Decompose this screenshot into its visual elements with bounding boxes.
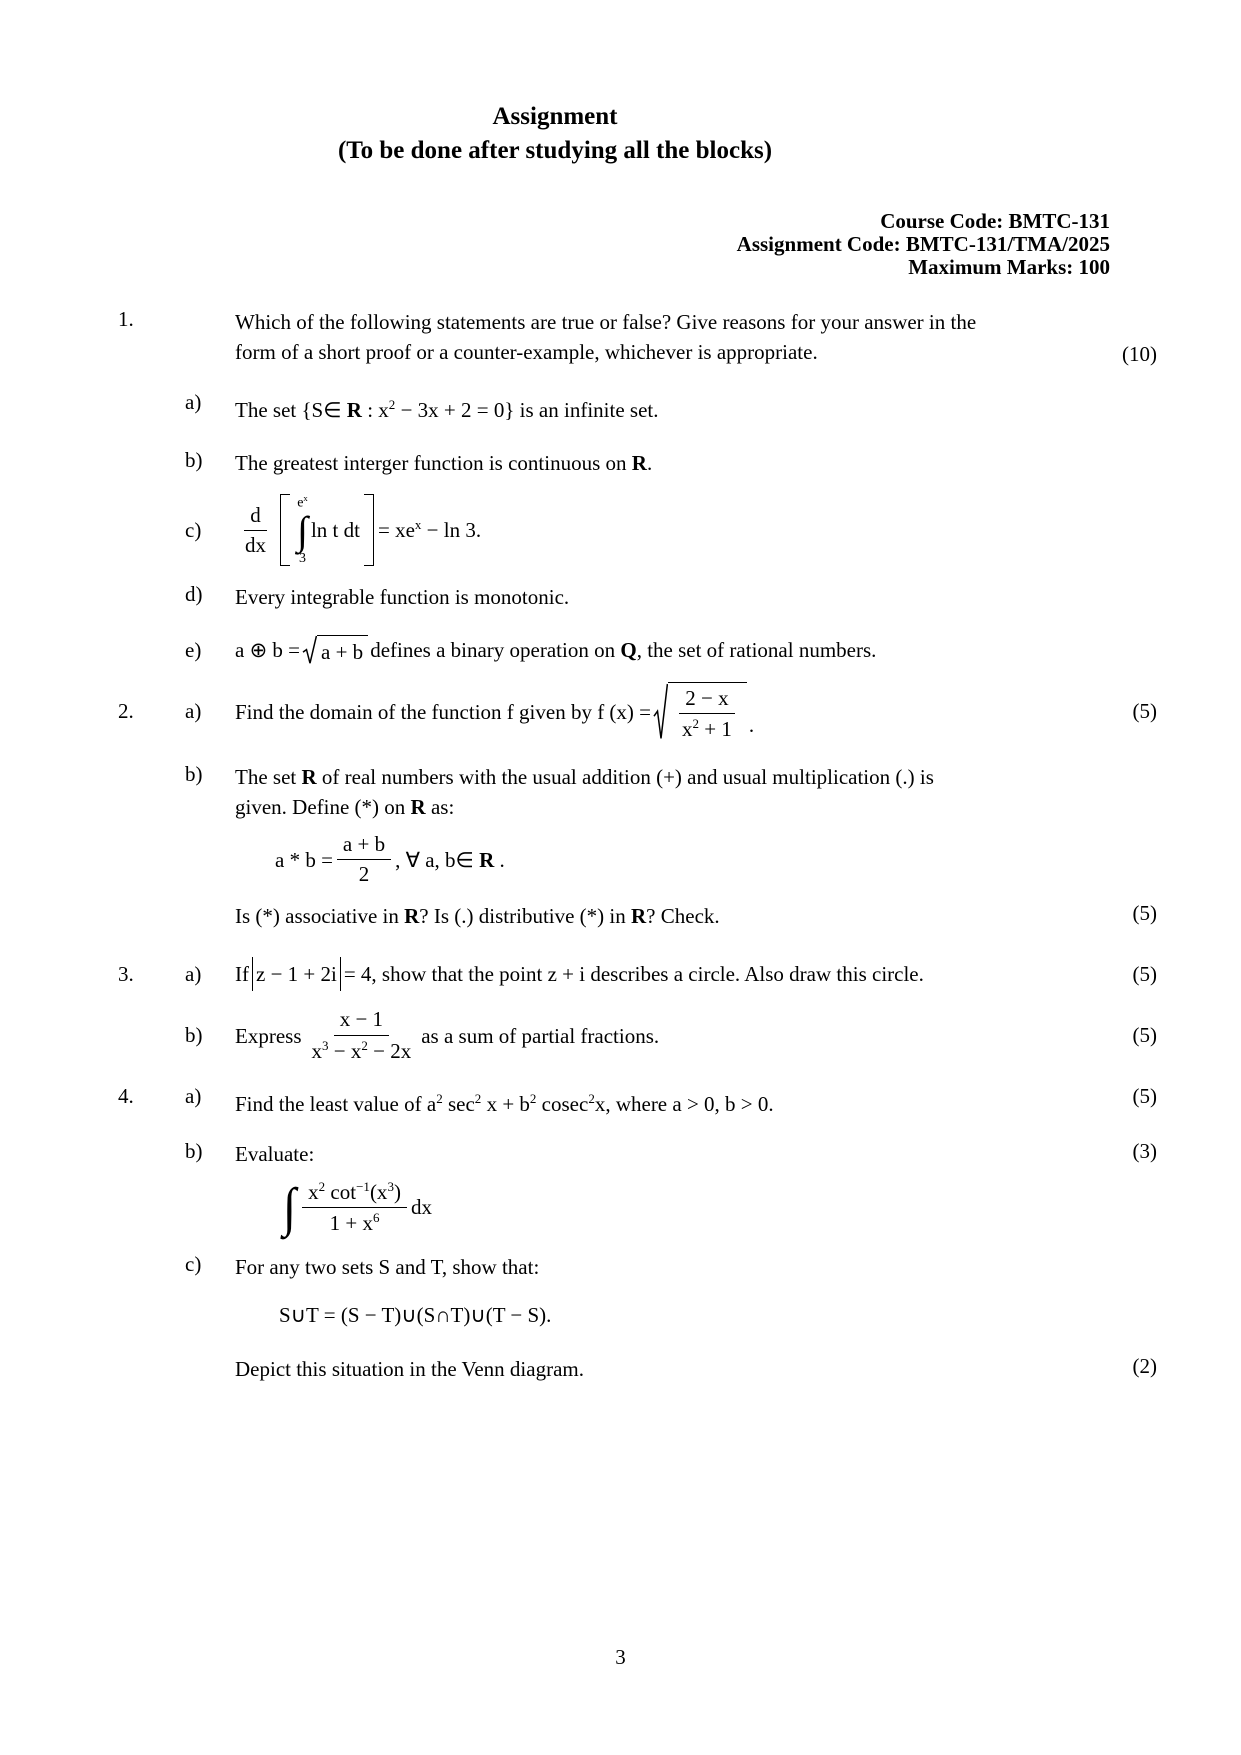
square-root bbox=[653, 682, 747, 742]
part-formula bbox=[235, 1300, 1087, 1330]
part-label: d) bbox=[185, 582, 203, 607]
page-subtitle: (To be done after studying all the blocks) bbox=[337, 137, 773, 164]
part-text bbox=[235, 762, 1087, 822]
absolute-value-content: z − 1 + 2i bbox=[256, 962, 337, 987]
question-3a bbox=[0, 957, 1241, 991]
part-formula bbox=[235, 957, 1087, 991]
marks-badge: (5) bbox=[1132, 1023, 1157, 1048]
part-label: a) bbox=[185, 699, 202, 724]
page-number: 3 bbox=[615, 1645, 626, 1669]
part-text: Find the least value of $a^2$ $\sec^2 x + b^2$ cosec$^2$x, where a > 0, b > 0. bbox=[235, 1090, 774, 1116]
radical-sign bbox=[653, 682, 668, 742]
marks-badge: (5) bbox=[1132, 961, 1157, 986]
maximum-marks: Maximum Marks: 100 bbox=[908, 255, 1110, 279]
fraction-denominator: 2 bbox=[358, 862, 370, 887]
question-4c bbox=[0, 1252, 1241, 1282]
part-text: The set {S∈ R : $x^2 - 3x + 2 = 0$} is an infinite set. bbox=[235, 397, 659, 422]
radicand: a + b bbox=[317, 635, 368, 665]
derivative-integral-formula bbox=[235, 494, 481, 566]
question-number: 1. bbox=[118, 307, 134, 331]
part-formula bbox=[235, 832, 1087, 887]
binary-operation-statement bbox=[235, 635, 876, 665]
fraction bbox=[676, 686, 738, 742]
part-formula bbox=[235, 1007, 1087, 1063]
part-label: b) bbox=[185, 448, 203, 472]
integral-sign: ∫ bbox=[283, 1177, 297, 1237]
question-1-intro bbox=[0, 307, 1241, 367]
page-title: Assignment bbox=[492, 103, 618, 130]
right-bracket bbox=[364, 494, 374, 566]
modulus-circle-statement bbox=[235, 957, 924, 991]
fraction bbox=[239, 503, 272, 558]
title-block bbox=[0, 0, 1110, 168]
left-bracket bbox=[280, 494, 290, 566]
absolute-value-bar bbox=[340, 957, 341, 991]
marks-badge: (5) bbox=[1132, 1083, 1157, 1108]
question-number: 4. bbox=[118, 1083, 134, 1108]
part-text: Is (*) associative in R? Is (.) distributive (*) in R? Check. bbox=[235, 904, 720, 929]
part-label: c) bbox=[185, 1252, 202, 1277]
question-text bbox=[235, 307, 1087, 367]
marks-badge: (3) bbox=[1132, 1138, 1157, 1163]
fraction-numerator: a + b bbox=[337, 832, 391, 860]
part-label: a) bbox=[185, 390, 202, 414]
formula-lhs: Find the domain of the function f given by f (x) = bbox=[235, 699, 652, 724]
fraction-numerator: $x^2$ $\cot^{-1}(x^3)$ bbox=[302, 1179, 407, 1208]
formula-rhs: , ∀ a, b∈ R . bbox=[395, 847, 505, 872]
question-1e bbox=[0, 635, 1241, 665]
marks-badge: (5) bbox=[1132, 699, 1157, 724]
question-1b bbox=[0, 448, 1241, 478]
partial-fractions-formula bbox=[235, 1007, 659, 1063]
part-label: c) bbox=[185, 517, 202, 542]
domain-function-formula bbox=[235, 682, 754, 742]
part-formula bbox=[235, 635, 1087, 665]
fraction-denominator: $1 + x^6$ bbox=[329, 1210, 380, 1235]
fraction-numerator: x − 1 bbox=[334, 1007, 389, 1035]
fraction-denominator: dx bbox=[245, 532, 266, 557]
questions-area bbox=[0, 307, 1241, 1384]
part-label: b) bbox=[185, 762, 203, 787]
radical-sign bbox=[302, 635, 317, 665]
question-number: 2. bbox=[118, 699, 134, 724]
part-text-line: given. Define (*) on R as: bbox=[235, 795, 455, 820]
part-text-line: The set R of real numbers with the usual addition (+) and usual multiplication (.) is bbox=[235, 765, 934, 790]
part-text: Depict this situation in the Venn diagram. bbox=[235, 1357, 584, 1382]
absolute-value-bar bbox=[252, 957, 253, 991]
fraction bbox=[337, 832, 391, 887]
formula-rhs: = $xe^x - \ln 3$. bbox=[377, 517, 482, 543]
part-text: Evaluate: bbox=[235, 1141, 315, 1166]
part-label: b) bbox=[185, 1138, 203, 1163]
star-operation-definition bbox=[275, 832, 505, 887]
part-formula bbox=[235, 1179, 1087, 1236]
part-label bbox=[185, 307, 235, 367]
formula-period: . bbox=[748, 712, 755, 737]
part-label: a) bbox=[185, 1083, 202, 1108]
radicand bbox=[668, 682, 747, 742]
question-3b bbox=[0, 1007, 1241, 1063]
integral-upper-limit: $e^x$ bbox=[297, 493, 308, 511]
question-2b-check bbox=[0, 901, 1241, 931]
formula-rhs: = 4, show that the point z + i describes a circle. Also draw this circle. bbox=[343, 962, 924, 987]
question-2b-formula bbox=[0, 832, 1241, 887]
question-4b bbox=[0, 1139, 1241, 1169]
question-1a bbox=[0, 390, 1241, 425]
question-1d bbox=[0, 582, 1241, 612]
marks-badge: (2) bbox=[1132, 1354, 1157, 1379]
formula-rhs: as a sum of partial fractions. bbox=[421, 1023, 660, 1048]
formula-lhs: a ⊕ b = bbox=[235, 638, 301, 663]
part-label: a) bbox=[185, 961, 202, 986]
question-4c-formula bbox=[0, 1300, 1241, 1330]
question-2b-intro bbox=[0, 762, 1241, 822]
part-text: For any two sets S and T, show that: bbox=[235, 1255, 540, 1280]
question-2a bbox=[0, 682, 1241, 742]
question-4b-integral bbox=[0, 1179, 1241, 1236]
differential: dx bbox=[410, 1195, 432, 1220]
question-text-line: Which of the following statements are true or false? Give reasons for your answer in the bbox=[235, 310, 977, 334]
integral-sign: ∫ bbox=[297, 508, 308, 554]
part-text: The greatest interger function is continuous on R. bbox=[235, 451, 653, 475]
question-number: 3. bbox=[118, 961, 134, 986]
marks-badge: (10) bbox=[1122, 342, 1157, 366]
question-4c-venn bbox=[0, 1354, 1241, 1384]
fraction bbox=[302, 1179, 407, 1236]
fraction-denominator: $x^3 - x^2 - 2x$ bbox=[311, 1037, 412, 1063]
square-root bbox=[302, 635, 368, 665]
part-formula bbox=[235, 494, 1087, 566]
assignment-code: Assignment Code: BMTC-131/TMA/2025 bbox=[736, 232, 1110, 256]
formula-lhs: a * b = bbox=[275, 847, 333, 872]
set-union-formula: S∪T = (S − T)∪(S∩T)∪(T − S). bbox=[279, 1303, 552, 1328]
part-label: e) bbox=[185, 638, 202, 663]
question-1c bbox=[0, 494, 1241, 566]
question-4a bbox=[0, 1084, 1241, 1119]
integral-formula bbox=[283, 1179, 432, 1236]
part-label: b) bbox=[185, 1023, 203, 1048]
fraction-numerator: 2 − x bbox=[679, 686, 734, 714]
integrand: ln t dt bbox=[310, 518, 360, 543]
formula-lhs: If bbox=[235, 962, 249, 987]
integral-lower-limit: 3 bbox=[298, 551, 306, 567]
fraction bbox=[306, 1007, 418, 1063]
course-code: Course Code: BMTC-131 bbox=[880, 209, 1110, 233]
fraction-denominator: $x^2 + 1$ bbox=[682, 715, 732, 741]
part-formula bbox=[235, 682, 1087, 742]
formula-rhs: defines a binary operation on Q, the set of rational numbers. bbox=[370, 638, 877, 663]
fraction-numerator: d bbox=[244, 503, 267, 531]
formula-lhs: Express bbox=[235, 1023, 302, 1048]
assignment-meta bbox=[0, 210, 1110, 279]
integral-with-limits bbox=[297, 494, 308, 566]
question-text-line: form of a short proof or a counter-example, whichever is appropriate. bbox=[235, 340, 818, 364]
part-text: Every integrable function is monotonic. bbox=[235, 585, 570, 610]
marks-badge: (5) bbox=[1132, 901, 1157, 926]
